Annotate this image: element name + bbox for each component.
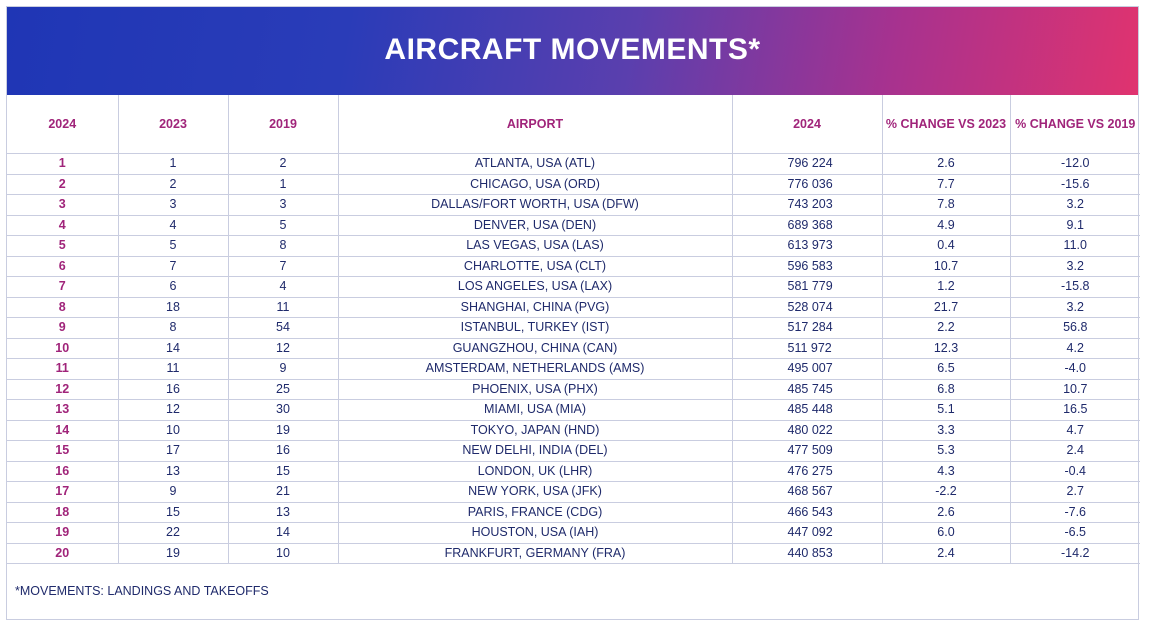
rank-2024-cell: 17 (7, 482, 118, 503)
aircraft-movements-panel (6, 6, 1139, 620)
movements-2024-cell: 581 779 (732, 277, 882, 298)
change-vs-2023-cell: 12.3 (882, 338, 1010, 359)
rank-2019-cell: 10 (228, 543, 338, 564)
change-vs-2019-cell: -14.2 (1010, 543, 1140, 564)
airport-cell: MIAMI, USA (MIA) (338, 400, 732, 421)
rank-2023-cell: 19 (118, 543, 228, 564)
change-vs-2023-cell: 4.9 (882, 215, 1010, 236)
airport-cell: LOS ANGELES, USA (LAX) (338, 277, 732, 298)
movements-2024-cell: 689 368 (732, 215, 882, 236)
change-vs-2023-cell: 7.8 (882, 195, 1010, 216)
rank-2024-cell: 19 (7, 523, 118, 544)
table-row (7, 420, 1140, 441)
header-change-vs-2023: % CHANGE VS 2023 (882, 95, 1010, 154)
airport-cell: DALLAS/FORT WORTH, USA (DFW) (338, 195, 732, 216)
movements-2024-cell: 477 509 (732, 441, 882, 462)
airport-cell: TOKYO, JAPAN (HND) (338, 420, 732, 441)
header-airport: AIRPORT (338, 95, 732, 154)
movements-2024-cell: 796 224 (732, 154, 882, 175)
airport-cell: CHICAGO, USA (ORD) (338, 174, 732, 195)
header-rank-2019: 2019 (228, 95, 338, 154)
table-row (7, 502, 1140, 523)
movements-2024-cell: 528 074 (732, 297, 882, 318)
rank-2024-cell: 14 (7, 420, 118, 441)
header-rank-2023: 2023 (118, 95, 228, 154)
footnote: *MOVEMENTS: LANDINGS AND TAKEOFFS (15, 584, 269, 598)
rank-2019-cell: 14 (228, 523, 338, 544)
change-vs-2023-cell: -2.2 (882, 482, 1010, 503)
rank-2023-cell: 22 (118, 523, 228, 544)
rank-2023-cell: 10 (118, 420, 228, 441)
change-vs-2023-cell: 2.6 (882, 154, 1010, 175)
rank-2024-cell: 12 (7, 379, 118, 400)
airport-cell: CHARLOTTE, USA (CLT) (338, 256, 732, 277)
table-row (7, 318, 1140, 339)
movements-2024-cell: 485 745 (732, 379, 882, 400)
table-row (7, 482, 1140, 503)
table-row (7, 277, 1140, 298)
movements-2024-cell: 440 853 (732, 543, 882, 564)
table-row (7, 215, 1140, 236)
change-vs-2023-cell: 2.2 (882, 318, 1010, 339)
table-row (7, 256, 1140, 277)
change-vs-2023-cell: 21.7 (882, 297, 1010, 318)
rank-2023-cell: 17 (118, 441, 228, 462)
airport-cell: SHANGHAI, CHINA (PVG) (338, 297, 732, 318)
rank-2024-cell: 18 (7, 502, 118, 523)
rank-2024-cell: 20 (7, 543, 118, 564)
change-vs-2019-cell: -15.6 (1010, 174, 1140, 195)
table-header-row (7, 95, 1140, 154)
change-vs-2019-cell: 4.2 (1010, 338, 1140, 359)
change-vs-2019-cell: -15.8 (1010, 277, 1140, 298)
movements-2024-cell: 466 543 (732, 502, 882, 523)
movements-table (7, 95, 1140, 564)
rank-2023-cell: 18 (118, 297, 228, 318)
rank-2019-cell: 9 (228, 359, 338, 380)
rank-2024-cell: 6 (7, 256, 118, 277)
table-body (7, 154, 1140, 564)
change-vs-2019-cell: 3.2 (1010, 195, 1140, 216)
rank-2023-cell: 4 (118, 215, 228, 236)
rank-2024-cell: 9 (7, 318, 118, 339)
airport-cell: PHOENIX, USA (PHX) (338, 379, 732, 400)
airport-cell: FRANKFURT, GERMANY (FRA) (338, 543, 732, 564)
rank-2023-cell: 13 (118, 461, 228, 482)
change-vs-2019-cell: 3.2 (1010, 297, 1140, 318)
rank-2019-cell: 5 (228, 215, 338, 236)
rank-2023-cell: 1 (118, 154, 228, 175)
change-vs-2023-cell: 1.2 (882, 277, 1010, 298)
table-row (7, 297, 1140, 318)
rank-2023-cell: 8 (118, 318, 228, 339)
change-vs-2019-cell: 2.7 (1010, 482, 1140, 503)
rank-2019-cell: 12 (228, 338, 338, 359)
rank-2023-cell: 5 (118, 236, 228, 257)
rank-2019-cell: 4 (228, 277, 338, 298)
change-vs-2019-cell: -7.6 (1010, 502, 1140, 523)
movements-2024-cell: 485 448 (732, 400, 882, 421)
rank-2024-cell: 5 (7, 236, 118, 257)
rank-2019-cell: 30 (228, 400, 338, 421)
rank-2019-cell: 1 (228, 174, 338, 195)
change-vs-2023-cell: 2.6 (882, 502, 1010, 523)
rank-2023-cell: 9 (118, 482, 228, 503)
change-vs-2019-cell: 9.1 (1010, 215, 1140, 236)
rank-2024-cell: 16 (7, 461, 118, 482)
rank-2019-cell: 2 (228, 154, 338, 175)
page-title: AIRCRAFT MOVEMENTS* (384, 33, 761, 66)
table-row (7, 195, 1140, 216)
change-vs-2019-cell: 10.7 (1010, 379, 1140, 400)
airport-cell: AMSTERDAM, NETHERLANDS (AMS) (338, 359, 732, 380)
movements-2024-cell: 468 567 (732, 482, 882, 503)
rank-2019-cell: 16 (228, 441, 338, 462)
change-vs-2019-cell: -0.4 (1010, 461, 1140, 482)
rank-2019-cell: 13 (228, 502, 338, 523)
rank-2023-cell: 12 (118, 400, 228, 421)
rank-2023-cell: 14 (118, 338, 228, 359)
rank-2024-cell: 2 (7, 174, 118, 195)
movements-2024-cell: 447 092 (732, 523, 882, 544)
rank-2023-cell: 6 (118, 277, 228, 298)
rank-2023-cell: 3 (118, 195, 228, 216)
table-row (7, 400, 1140, 421)
rank-2024-cell: 10 (7, 338, 118, 359)
airport-cell: ATLANTA, USA (ATL) (338, 154, 732, 175)
table-row (7, 154, 1140, 175)
movements-2024-cell: 476 275 (732, 461, 882, 482)
table-row (7, 174, 1140, 195)
rank-2019-cell: 3 (228, 195, 338, 216)
change-vs-2019-cell: 56.8 (1010, 318, 1140, 339)
change-vs-2023-cell: 6.5 (882, 359, 1010, 380)
rank-2024-cell: 4 (7, 215, 118, 236)
table-row (7, 461, 1140, 482)
airport-cell: LONDON, UK (LHR) (338, 461, 732, 482)
rank-2023-cell: 15 (118, 502, 228, 523)
rank-2023-cell: 7 (118, 256, 228, 277)
table-row (7, 338, 1140, 359)
rank-2024-cell: 8 (7, 297, 118, 318)
airport-cell: DENVER, USA (DEN) (338, 215, 732, 236)
rank-2019-cell: 54 (228, 318, 338, 339)
table-row (7, 543, 1140, 564)
movements-2024-cell: 495 007 (732, 359, 882, 380)
change-vs-2019-cell: -6.5 (1010, 523, 1140, 544)
airport-cell: HOUSTON, USA (IAH) (338, 523, 732, 544)
change-vs-2019-cell: 4.7 (1010, 420, 1140, 441)
rank-2024-cell: 3 (7, 195, 118, 216)
rank-2019-cell: 21 (228, 482, 338, 503)
airport-cell: ISTANBUL, TURKEY (IST) (338, 318, 732, 339)
rank-2024-cell: 11 (7, 359, 118, 380)
rank-2019-cell: 7 (228, 256, 338, 277)
airport-cell: NEW YORK, USA (JFK) (338, 482, 732, 503)
movements-2024-cell: 517 284 (732, 318, 882, 339)
change-vs-2023-cell: 5.3 (882, 441, 1010, 462)
rank-2019-cell: 25 (228, 379, 338, 400)
table-row (7, 441, 1140, 462)
change-vs-2023-cell: 6.0 (882, 523, 1010, 544)
change-vs-2019-cell: 2.4 (1010, 441, 1140, 462)
change-vs-2023-cell: 5.1 (882, 400, 1010, 421)
change-vs-2019-cell: -12.0 (1010, 154, 1140, 175)
rank-2023-cell: 2 (118, 174, 228, 195)
header-rank-2024: 2024 (7, 95, 118, 154)
change-vs-2023-cell: 4.3 (882, 461, 1010, 482)
table-row (7, 523, 1140, 544)
movements-2024-cell: 743 203 (732, 195, 882, 216)
airport-cell: LAS VEGAS, USA (LAS) (338, 236, 732, 257)
table-row (7, 236, 1140, 257)
change-vs-2019-cell: 3.2 (1010, 256, 1140, 277)
header-movements-2024: 2024 (732, 95, 882, 154)
change-vs-2019-cell: 11.0 (1010, 236, 1140, 257)
change-vs-2023-cell: 7.7 (882, 174, 1010, 195)
change-vs-2023-cell: 2.4 (882, 543, 1010, 564)
airport-cell: GUANGZHOU, CHINA (CAN) (338, 338, 732, 359)
change-vs-2019-cell: -4.0 (1010, 359, 1140, 380)
airport-cell: NEW DELHI, INDIA (DEL) (338, 441, 732, 462)
movements-2024-cell: 776 036 (732, 174, 882, 195)
change-vs-2023-cell: 3.3 (882, 420, 1010, 441)
rank-2019-cell: 15 (228, 461, 338, 482)
movements-2024-cell: 596 583 (732, 256, 882, 277)
header-change-vs-2019: % CHANGE VS 2019 (1010, 95, 1140, 154)
change-vs-2019-cell: 16.5 (1010, 400, 1140, 421)
movements-2024-cell: 480 022 (732, 420, 882, 441)
table-row (7, 379, 1140, 400)
rank-2024-cell: 13 (7, 400, 118, 421)
change-vs-2023-cell: 0.4 (882, 236, 1010, 257)
table-row (7, 359, 1140, 380)
rank-2024-cell: 7 (7, 277, 118, 298)
rank-2023-cell: 16 (118, 379, 228, 400)
change-vs-2023-cell: 10.7 (882, 256, 1010, 277)
movements-2024-cell: 511 972 (732, 338, 882, 359)
airport-cell: PARIS, FRANCE (CDG) (338, 502, 732, 523)
rank-2019-cell: 19 (228, 420, 338, 441)
rank-2024-cell: 15 (7, 441, 118, 462)
movements-2024-cell: 613 973 (732, 236, 882, 257)
rank-2023-cell: 11 (118, 359, 228, 380)
change-vs-2023-cell: 6.8 (882, 379, 1010, 400)
rank-2024-cell: 1 (7, 154, 118, 175)
rank-2019-cell: 8 (228, 236, 338, 257)
title-banner (7, 7, 1138, 95)
rank-2019-cell: 11 (228, 297, 338, 318)
